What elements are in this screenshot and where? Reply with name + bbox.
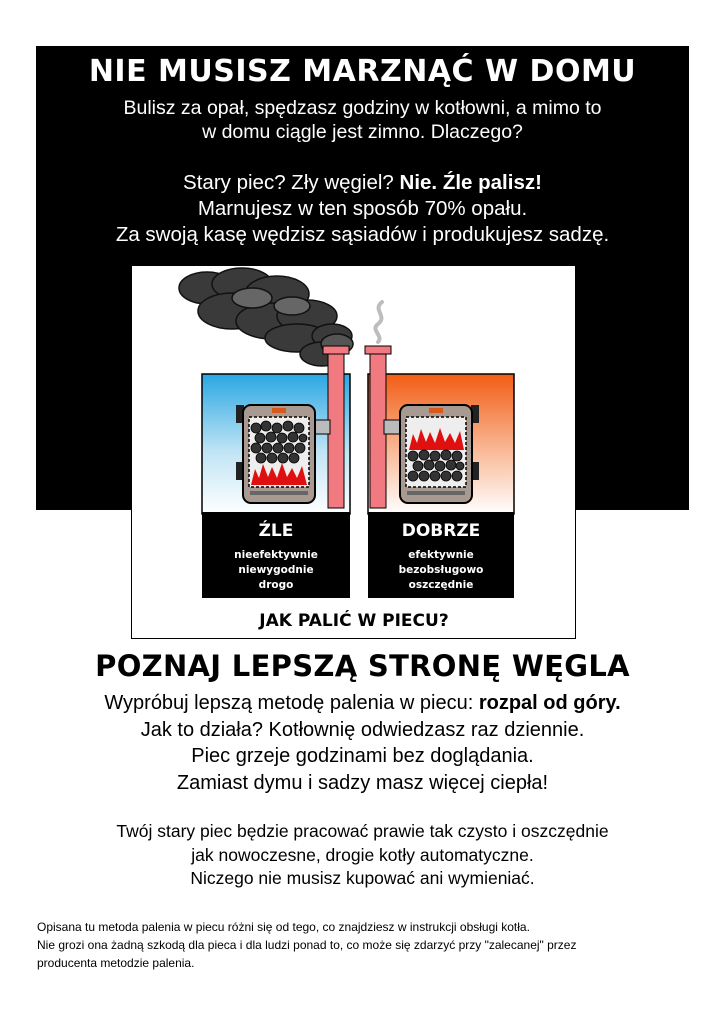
neighbours-line: Za swoją kasę wędzisz sąsiadów i produkujesz sadzę. — [115, 223, 610, 246]
body-line-bold: rozpal od góry. — [478, 692, 621, 714]
bad-line: niewygodnie — [238, 564, 314, 576]
bad-line: nieefektywnie — [234, 549, 318, 561]
bad-title: ŹLE — [258, 521, 294, 541]
footnote — [37, 918, 687, 972]
question-bold: Nie. Źle palisz! — [399, 171, 542, 194]
question-line — [36, 170, 689, 196]
good-panel — [365, 302, 514, 598]
footnote-line: Opisana tu metoda palenia w piecu różni się od tego, co znajdziesz w instrukcji obsługi kotła. — [37, 920, 530, 934]
section-paragraph-2 — [0, 820, 725, 891]
body-line: Jak to działa? Kotłownię odwiedzasz raz dziennie. — [140, 718, 585, 741]
good-line: oszczędnie — [408, 579, 474, 591]
good-stove-icon — [400, 405, 479, 503]
footnote-line: producenta metodzie palenia. — [37, 956, 195, 970]
intro-block — [36, 96, 689, 248]
waste-line: Marnujesz w ten sposób 70% opału. — [197, 197, 528, 220]
body-line-prefix: Wypróbuj lepszą metodę palenia w piecu: — [104, 692, 479, 714]
intro-line: Bulisz za opał, spędzasz godziny w kotłowni, a mimo to — [123, 97, 602, 119]
bad-line: drogo — [258, 579, 294, 591]
body-line: Piec grzeje godzinami bez doglądania. — [191, 745, 534, 767]
question-prefix: Stary piec? Zły węgiel? — [183, 171, 400, 194]
section-body — [0, 690, 725, 796]
bad-stove-icon — [236, 405, 315, 503]
steam-icon — [375, 302, 382, 342]
intro-line: w domu ciągle jest zimno. Dlaczego? — [202, 121, 523, 143]
section-title: POZNAJ LEPSZĄ STRONĘ WĘGLA — [95, 649, 630, 683]
body-line: Niczego nie musisz kupować ani wymieniać. — [190, 868, 535, 888]
good-line: bezobsługowo — [398, 564, 484, 576]
footnote-line: Nie grozi ona żadną szkodą dla pieca i dla ludzi ponad to, co może się zdarzyć przy "zalecanej" przez — [37, 938, 577, 952]
good-title: DOBRZE — [401, 521, 481, 541]
headline: NIE MUSISZ MARZNĄĆ W DOMU — [88, 54, 637, 89]
good-line: efektywnie — [408, 549, 474, 561]
body-line: Zamiast dymu i sadzy masz więcej ciepła! — [176, 771, 549, 794]
illustration-caption: JAK PALIĆ W PIECU? — [259, 611, 449, 631]
stove-illustration — [131, 265, 576, 639]
body-line — [0, 690, 725, 717]
stove-comparison-graphic — [132, 266, 577, 640]
body-line: Twój stary piec będzie pracować prawie tak czysto i oszczędnie — [116, 821, 609, 841]
bad-panel — [179, 268, 353, 598]
body-line: jak nowoczesne, drogie kotły automatyczne. — [191, 844, 534, 865]
